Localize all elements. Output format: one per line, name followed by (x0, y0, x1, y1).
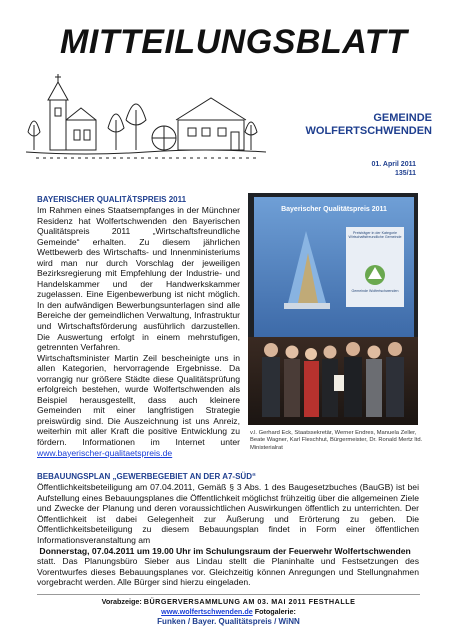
footer-preview-label: Vorabzeige: (101, 597, 142, 606)
municipality-line2: WOLFERTSCHWENDEN (305, 125, 432, 137)
footer-notice (37, 597, 420, 627)
article-body (37, 205, 240, 458)
website-link[interactable]: www.wolfertschwenden.de (161, 607, 253, 616)
award-website-link[interactable]: www.bayerischer-qualitaetspreis.de (37, 447, 173, 458)
photo-illustration (248, 193, 418, 425)
article-paragraph (37, 353, 240, 458)
screen-sub-text: Gemeinde Wolfertschwenden (351, 289, 399, 293)
issue-number: 135/11 (394, 170, 416, 177)
article-paragraph: Im Rahmen eines Staatsempfanges in der Münchner Residenz hat Wolfertschwenden den Bayerischen Qualitätspreis 2011 „Wirtschaftsfreundliche Gemeinde“ erhalten. Zu diesem jährlichen Wettbewerb des Wirtschafts- und Innenministeriums wird man nur durch Vorschlag der jeweiligen Bezirksregierung mit Empfehlung der Industrie- und Handelskammer und der Handwerkskammer zugelassen. Eine Eigenbewerbung ist nicht möglich. In den aufwändigen Bewerbungsunterlagen sind alle Bereiche der gemeindlichen Verwaltung, Infrastruktur und Wirtschaftsförderung ausführlich darzustellen. Die Auswertung erfolgt in einem mehrstufigen, getrennten Verfahren. (37, 205, 240, 353)
article-headline: BAYERISCHER QUALITÄTSPREIS 2011 (37, 195, 187, 204)
footer-gallery (37, 607, 420, 617)
article-paragraph: statt. Das Planungsbüro Sieber aus Lindau stellt die Planinhalte und Festsetzungen des Vorentwurfes dieses Bebauungsplanes vor. Gleichzeitig können Anregungen und Stellungnahmen vorgebracht werden. Alle Bürger sind hierzu eingeladen. (37, 556, 419, 588)
article-paragraph: Öffentlichkeitsbeteiligung am 07.04.2011, Gemäß § 3 Abs. 1 des Baugesetzbuches (BauGB) ist bei Aufstellung eines Bebauungsplanes die Öffentlichkeit möglichst frühzeitig über die allgemeinen Ziele und Zwecke der Planung und deren voraussichtlichen Auswirkungen öffentlich zu unterrichten. Der Öffentlichkeit ist dabei Gelegenheit zur Äußerung und Erörterung zu geben. Die Öffentlichkeitsbeteiligung zu diesem Bebauungsplan findet in Form einer öffentlichen Informationsveranstaltung am (37, 482, 419, 545)
footer-preview (37, 597, 420, 607)
footer-gallery-items: Funken / Bayer. Qualitätspreis / WiNN (157, 617, 300, 626)
issue-info (320, 160, 416, 178)
article-body (37, 482, 419, 588)
municipality-block (280, 112, 432, 138)
masthead-title: MITTEILUNGSBLATT (60, 23, 408, 61)
article-quality-award (37, 195, 240, 458)
article-development-plan (37, 472, 419, 588)
screen-title: Bayerischer Qualitätspreis 2011 (281, 206, 387, 213)
footer-gallery-label: Fotogalerie: (254, 607, 296, 616)
municipality-line1: GEMEINDE (373, 112, 432, 124)
footer-divider (37, 594, 420, 595)
screen-award-text: Preisträger in der Kategorie Wirtschaftsfreundliche Gemeinde (348, 231, 402, 240)
article-paragraph-text: Wirtschaftsminister Martin Zeil bescheinigte uns in allen Kategorien, hervorragende Ergebnisse. Da vorrangig nur größere Städte diese Qualitätsprüfung erfolgreich bestehen, wurde Wolfertschwenden als Beispiel herausgestellt, dass auch kleinere Gemeinden mit einer langfristigen Strategie preiswürdig sind. Die Auszeichnung ist uns Anreiz, weiterhin mit aller Kraft die positive Entwicklung zu fördern. Informationen im Internet unter (37, 352, 240, 448)
village-sketch (26, 70, 266, 160)
event-highlight-text: Donnerstag, 07.04.2011 um 19.00 Uhr im Schulungsraum der Feuerwehr Wolfertschwenden (39, 545, 411, 556)
photo-caption: v.l. Gerhard Eck, Staatssekretär, Werner Endres, Manuela Zeller, Beate Wagner, Karl Fleschhut, Bürgermeister, Dr. Ronald Mertz ltd. Ministerialrat (250, 430, 423, 451)
event-highlight (37, 546, 419, 557)
award-ceremony-photo (248, 193, 418, 425)
issue-date: 01. April 2011 (371, 161, 416, 168)
article-headline: BEBAUUNGSPLAN „GEWERBEGEBIET AN DER A7-SÜD“ (37, 472, 256, 481)
footer-preview-text: BÜRGERVERSAMMLUNG AM 03. MAI 2011 FESTHALLE (143, 597, 356, 606)
